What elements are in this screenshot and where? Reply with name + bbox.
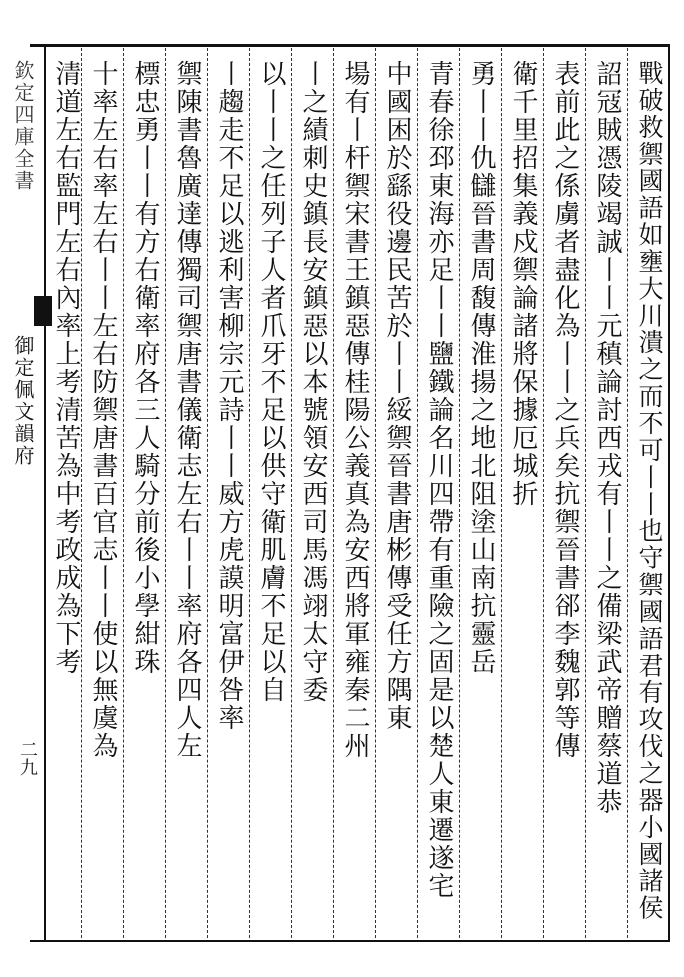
text-column-15: 清道左右監門左右內率上考清苦為中考政成為下考	[51, 60, 81, 676]
column-rule	[375, 48, 376, 938]
text-column-2: 詔冦賊憑陵竭誠丨丨元稹論討西戎有丨丨之備梁武帝贈蔡道恭	[592, 60, 622, 816]
column-rule	[459, 48, 460, 938]
text-column-4: 衛千里招集義戍禦論諸將保據厄城折	[508, 60, 538, 508]
column-rule	[291, 48, 292, 938]
text-column-1: 戰破救禦國語如壅大川潰之而不可丨丨也守禦國語君有攻伐之器小國諸侯	[635, 60, 664, 922]
text-column-5: 勇丨丨仇讎晉書周馥傳淮揚之地北阻塗山南抗靈岳	[466, 60, 496, 676]
column-rule	[627, 48, 628, 938]
text-column-3: 表前此之係虜者盡化為丨丨之兵矣抗禦晉書郤李魏郭等傳	[550, 60, 580, 760]
text-column-9: 丨之績刺史鎮長安鎮惡以本號領安西司馬馮翊太守委	[298, 60, 328, 704]
column-rule	[249, 48, 250, 938]
column-rule	[165, 48, 166, 938]
text-column-14: 十率左右率左右丨丨左右防禦唐書百官志丨丨使以無虞為	[88, 60, 118, 760]
column-rule	[207, 48, 208, 938]
source-title: 御定佩文韻府	[11, 335, 35, 467]
text-column-10: 以丨丨之任列子人者爪牙不足以供守衛肌膚不足以自	[256, 60, 286, 704]
column-rule	[123, 48, 124, 938]
page-number: 二九	[17, 740, 38, 776]
text-column-6: 青春徐邳東海亦足丨丨鹽鐵論名川四帶有重險之固是以楚人東遷遂宅	[424, 60, 454, 900]
top-fragment: 欽定四庫全書	[11, 60, 35, 192]
text-column-11: 丨趨走不足以逃利害柳宗元詩丨丨威方虎謨明富伊咎率	[214, 60, 244, 732]
left-border	[44, 44, 46, 942]
text-column-13: 標忠勇丨丨有方右衛率府各三人騎分前後小學紺珠	[130, 60, 160, 676]
text-column-8: 場有丨杆禦宋書王鎮惡傳桂陽公義真為安西將軍雍秦二州	[340, 60, 370, 760]
text-column-7: 中國困於繇役邊民苦於丨丨綏禦晉書唐彬傳受任方隅東	[382, 60, 412, 732]
column-rule	[585, 48, 586, 938]
column-rule	[417, 48, 418, 938]
column-rule	[543, 48, 544, 938]
text-column-12: 禦陳書魯廣達傳獨司禦唐書儀衛志左右丨丨率府各四人左	[172, 60, 202, 760]
top-border	[30, 44, 670, 47]
bottom-border	[30, 940, 670, 942]
column-rule	[501, 48, 502, 938]
column-rule	[333, 48, 334, 938]
right-border	[668, 44, 670, 942]
